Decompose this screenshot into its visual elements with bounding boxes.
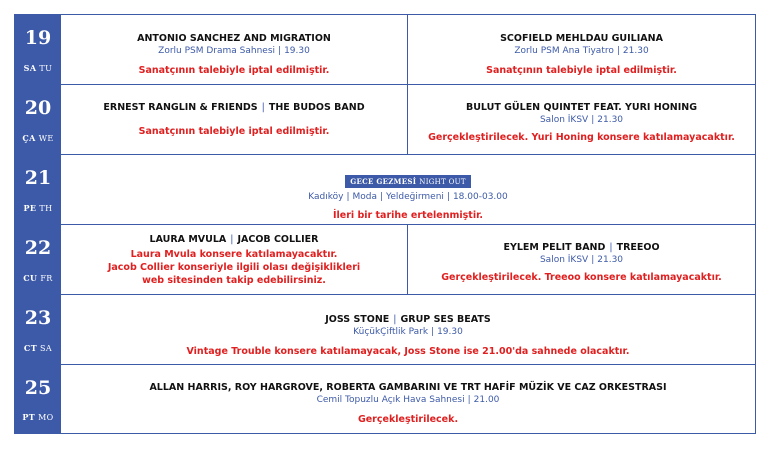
date-cell [15,295,61,364]
event-cell [408,225,755,294]
event-venue-time: Zorlu PSM Ana Tiyatro | 21.30 [514,46,649,56]
day-name: ÇA WE [22,133,54,143]
day-name: CU FR [23,273,53,283]
event-cell [61,225,408,294]
day-number: 23 [24,307,52,329]
event-title: EYLEM PELIT BAND | TREEOO [503,242,660,253]
date-cell [15,225,61,294]
date-cell [15,85,61,154]
event-status: Vintage Trouble konsere katılamayacak, Joss Stone ise 21.00'da sahnede olacaktır. [186,346,630,357]
date-cell [15,365,61,433]
schedule-row [15,365,755,433]
event-status: Gerçekleştirilecek. Yuri Honing konsere katılamayacaktır. [428,132,735,143]
event-venue-time: Kadıköy | Moda | Yeldeğirmeni | 18.00-03.00 [308,192,508,202]
day-name: PT MO [22,412,54,422]
day-number: 20 [24,97,52,119]
schedule-row [15,15,755,85]
concert-schedule [14,14,756,434]
schedule-row [15,225,755,295]
event-cell [61,15,408,84]
schedule-row [15,295,755,365]
event-venue-time: Zorlu PSM Drama Sahnesi | 19.30 [158,46,310,56]
day-name: CT SA [23,343,53,353]
event-status: Gerçekleştirilecek. [357,414,459,425]
event-status: Jacob Collier konseriyle ilgili olası değişiklikleri [107,262,361,273]
night-out-badge-wrap [61,169,755,188]
event-title: JOSS STONE | GRUP SES BEATS [325,314,491,325]
schedule-row [15,85,755,155]
event-status: İleri bir tarihe ertelenmiştir. [332,210,484,221]
event-cell [61,295,755,364]
event-title: LAURA MVULA | JACOB COLLIER [149,234,319,245]
event-venue-time: Salon İKSV | 21.30 [539,115,624,125]
night-out-badge: GECE GEZMESİ NIGHT OUT [345,175,471,188]
day-number: 25 [24,377,52,399]
day-number: 22 [24,237,52,259]
event-cell [61,365,755,433]
event-title: SCOFIELD MEHLDAU GUILIANA [500,33,663,44]
event-status: Sanatçının talebiyle iptal edilmiştir. [486,65,677,76]
event-title: ALLAN HARRIS, ROY HARGROVE, ROBERTA GAMBARINI VE TRT HAFİF MÜZİK VE CAZ ORKESTRASI [149,382,667,393]
event-cell [61,155,755,224]
date-cell [15,15,61,84]
event-venue-time: KüçükÇiftlik Park | 19.30 [353,327,463,337]
event-cell [408,85,755,154]
date-cell [15,155,61,224]
day-number: 19 [24,27,52,49]
event-title: BULUT GÜLEN QUINTET FEAT. YURI HONING [465,102,698,113]
event-status: Laura Mvula konsere katılamayacaktır. [130,249,338,260]
event-title: ANTONIO SANCHEZ AND MIGRATION [137,33,331,44]
day-name: SA TU [23,63,53,73]
day-number: 21 [24,167,52,189]
event-status: Sanatçının talebiyle iptal edilmiştir. [138,126,330,137]
schedule-row [15,155,755,225]
event-status: Gerçekleştirilecek. Treeoo konsere katılamayacaktır. [441,272,722,283]
event-title: ERNEST RANGLIN & FRIENDS | THE BUDOS BAND [103,102,365,113]
event-cell [61,85,408,154]
event-venue-time: Salon İKSV | 21.30 [539,255,624,265]
event-cell [408,15,755,84]
event-status: web sitesinden takip edebilirsiniz. [142,275,326,286]
event-venue-time: Cemil Topuzlu Açık Hava Sahnesi | 21.00 [316,395,500,405]
day-name: PE TH [23,203,53,213]
event-status: Sanatçının talebiyle iptal edilmiştir. [138,65,330,76]
